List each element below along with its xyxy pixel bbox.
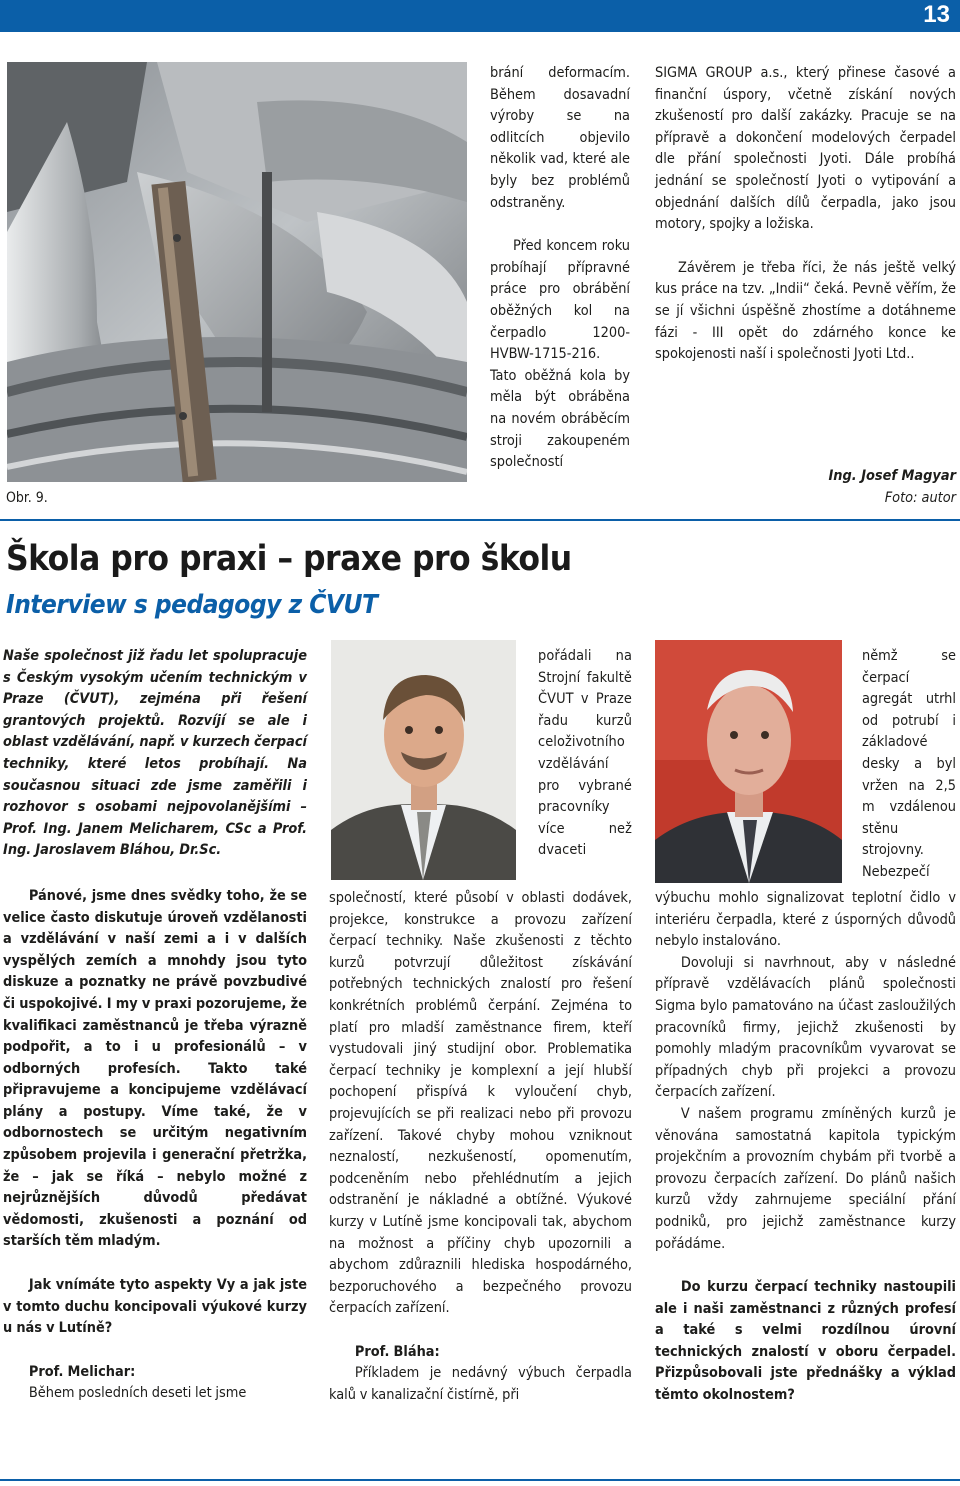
section-rule-bottom xyxy=(0,1479,960,1481)
speaker-label: Prof. Melichar: xyxy=(28,1363,136,1380)
paragraph: Závěrem je třeba říci, že nás ještě velký kus práce na tzv. „Indii“ čeká. Pevně věřím, že se jí všichni úspěšně zhostíme a dotáhneme fázi - III opět do zdárného konce ke spokojenosti naší i společnosti Jyoti Ltd.. xyxy=(655,259,956,363)
question-3: Do kurzu čerpací techniky nastoupili ale i naši zaměstnanci z různých profesí a také s velmi rozdílnou úrovní technických znalostí v oboru čerpadel. Přizpůsobovali jste přednášky a výklad těmto okolnostem? xyxy=(655,1279,956,1404)
paragraph: V našem programu zmíněných kurzů je věnována samostatná kapitola typickým projekčním a provozním chybám při tvorbě a provozu čerpacích zařízení. Do plánů našich kurzů vždy zahrnujeme speciální přání podniků, pro jejichž zaměstnance kurzy pořádáme. xyxy=(655,1105,956,1252)
top-column-2 xyxy=(655,63,956,366)
paragraph: společností, které působí v oblasti dodávek, projekce, konstrukce a provozu zařízení čerpací techniky. Naše zkušenosti z těchto kurzů potvrzují důležitost získávání potřebných technických znalostí pro řešení konkrétních problémů čerpání. Zejména to platí pro mladší zaměstnance firem, kteří vystudovali jiný studijní obor. Problematika čerpací techniky je komplexní a její hlubší pochopení přispívá k vyloučení chyb, projevujících se při realizaci nebo při provozu zařízení. Takové chyby mohou vzniknout neznalostí, nezkušeností, opomenutím, podceněním nebo přehlédnutím a jejich odstranění je nákladné a obtížné. Výukové kurzy v Lutíně jsme koncipovali tak, abychom na možnost a příčiny chyb upozornili a abychom zdůraznili hlediska hospodárného, bezporuchového a bezpečného provozu čerpacích zařízení. xyxy=(329,890,632,1317)
middle-column xyxy=(329,888,632,1407)
paragraph: Před koncem roku probíhají přípravné práce pro obrábění oběžných kol na čerpadlo 1200-HVBW-1715-216. Tato oběžná kola by měla být obráběna na novém obráběcím stroji zakoupeném společností xyxy=(490,238,630,471)
portrait-melichar xyxy=(331,640,516,880)
paragraph: brání deformacím. Během dosavadní výroby se na odlitcích objevilo několik vad, které ale byly bez problémů odstraněny. xyxy=(490,65,630,211)
middle-side-text: pořádali na Strojní fakultě ČVUT v Praze řadu kurzů celoživotního vzdělávání pro vybrané pracovníky více než dvaceti xyxy=(538,648,632,859)
paragraph: výbuchu mohlo signalizovat teplotní čidlo v interiéru čerpadla, které z úsporných důvodů nebylo instalováno. xyxy=(655,890,956,950)
paragraph: Příkladem je nedávný výbuch čerpadla kalů v kanalizační čistírně, při xyxy=(329,1365,632,1404)
header-bar xyxy=(0,0,960,32)
section-rule-top xyxy=(0,519,960,521)
article-subtitle: Interview s pedagogy z ČVUT xyxy=(6,590,378,620)
page-number: 13 xyxy=(923,1,950,28)
portrait-blaha xyxy=(655,640,842,883)
top-column-1 xyxy=(490,63,630,474)
right-side-text: němž se čerpací agregát utrhl od potrubí i základové desky a byl vržen na 2,5 m vzdálenou stěnu strojovny. Nebezpečí xyxy=(862,648,956,880)
question-2: Jak vnímáte tyto aspekty Vy a jak jste v tomto duchu koncipovali výukové kurzy u nás v Lutíně? xyxy=(3,1277,307,1337)
figure-caption: Obr. 9. xyxy=(6,490,48,506)
paragraph: Dovoluji si navrhnout, aby v následné přípravě vzdělávacích plánů společnosti Sigma bylo pamatováno na účast zasloužilých pracovníků firmy, jejichž zkušenosti by pomohly mladým pracovníkům vyvarovat se případných chyb při projekci a provozu čerpacích zařízení. xyxy=(655,954,956,1101)
left-column xyxy=(3,646,307,1405)
article-title: Škola pro praxi – praxe pro školu xyxy=(6,539,572,579)
paragraph: Během posledních deseti let jsme xyxy=(28,1385,247,1402)
figure-9-photo xyxy=(7,62,467,482)
author-name: Ing. Josef Magyar xyxy=(828,468,956,484)
question-1: Pánové, jsme dnes svědky toho, že se velice často diskutuje úroveň vzdělanosti a vzdělávání v naší zemi a i v dalších vyspělých zemích a mnohdy jsou tyto diskuze a poznatky ne právě povzbudivé či uspokojivé. I my v praxi pozorujeme, že kvalifikaci zaměstnanců je třeba výrazně podpořit, a to i u profesionálů – v odborných profesích. Takto také připravujeme a koncipujeme vzdělávací plány a postupy. Víme také, že v odbornostech se určitým negativním způsobem projevila i generační přetržka, že – jak se říká – nebylo možné z nejrůznějších důvodů předávat vědomosti, zkušenosti a poznání od starších těm mladým. xyxy=(3,887,307,1250)
paragraph: SIGMA GROUP a.s., který přinese časové a finanční úspory, včetně získání nových zkušeností pro další zakázky. Pracuje se na přípravě a dokončení modelových čerpadel dle přání společnosti Jyoti. Dále probíhá jednání se společností Jyoti o vytipování a objednání dalších dílů čerpadla, jako jsou motory, spojky a ložiska. xyxy=(655,65,956,233)
right-column xyxy=(655,888,956,1407)
lead-paragraph: Naše společnost již řadu let spolupracuje s Českým vysokým učením technickým v Praze (ČVUT), zejména při řešení grantových projektů. Rozvíjí se ale i oblast vzdělávání, např. v kurzech čerpací techniky, které letos probíhají. Na současnou situaci zde jsme zaměřili i rozhovor s osobami nejpovolanějšími – Prof. Ing. Janem Melicharem, CSc a Prof. Ing. Jaroslavem Bláhou, Dr.Sc. xyxy=(3,648,307,859)
photo-credit: Foto: autor xyxy=(884,490,956,506)
speaker-label: Prof. Bláha: xyxy=(354,1343,440,1360)
